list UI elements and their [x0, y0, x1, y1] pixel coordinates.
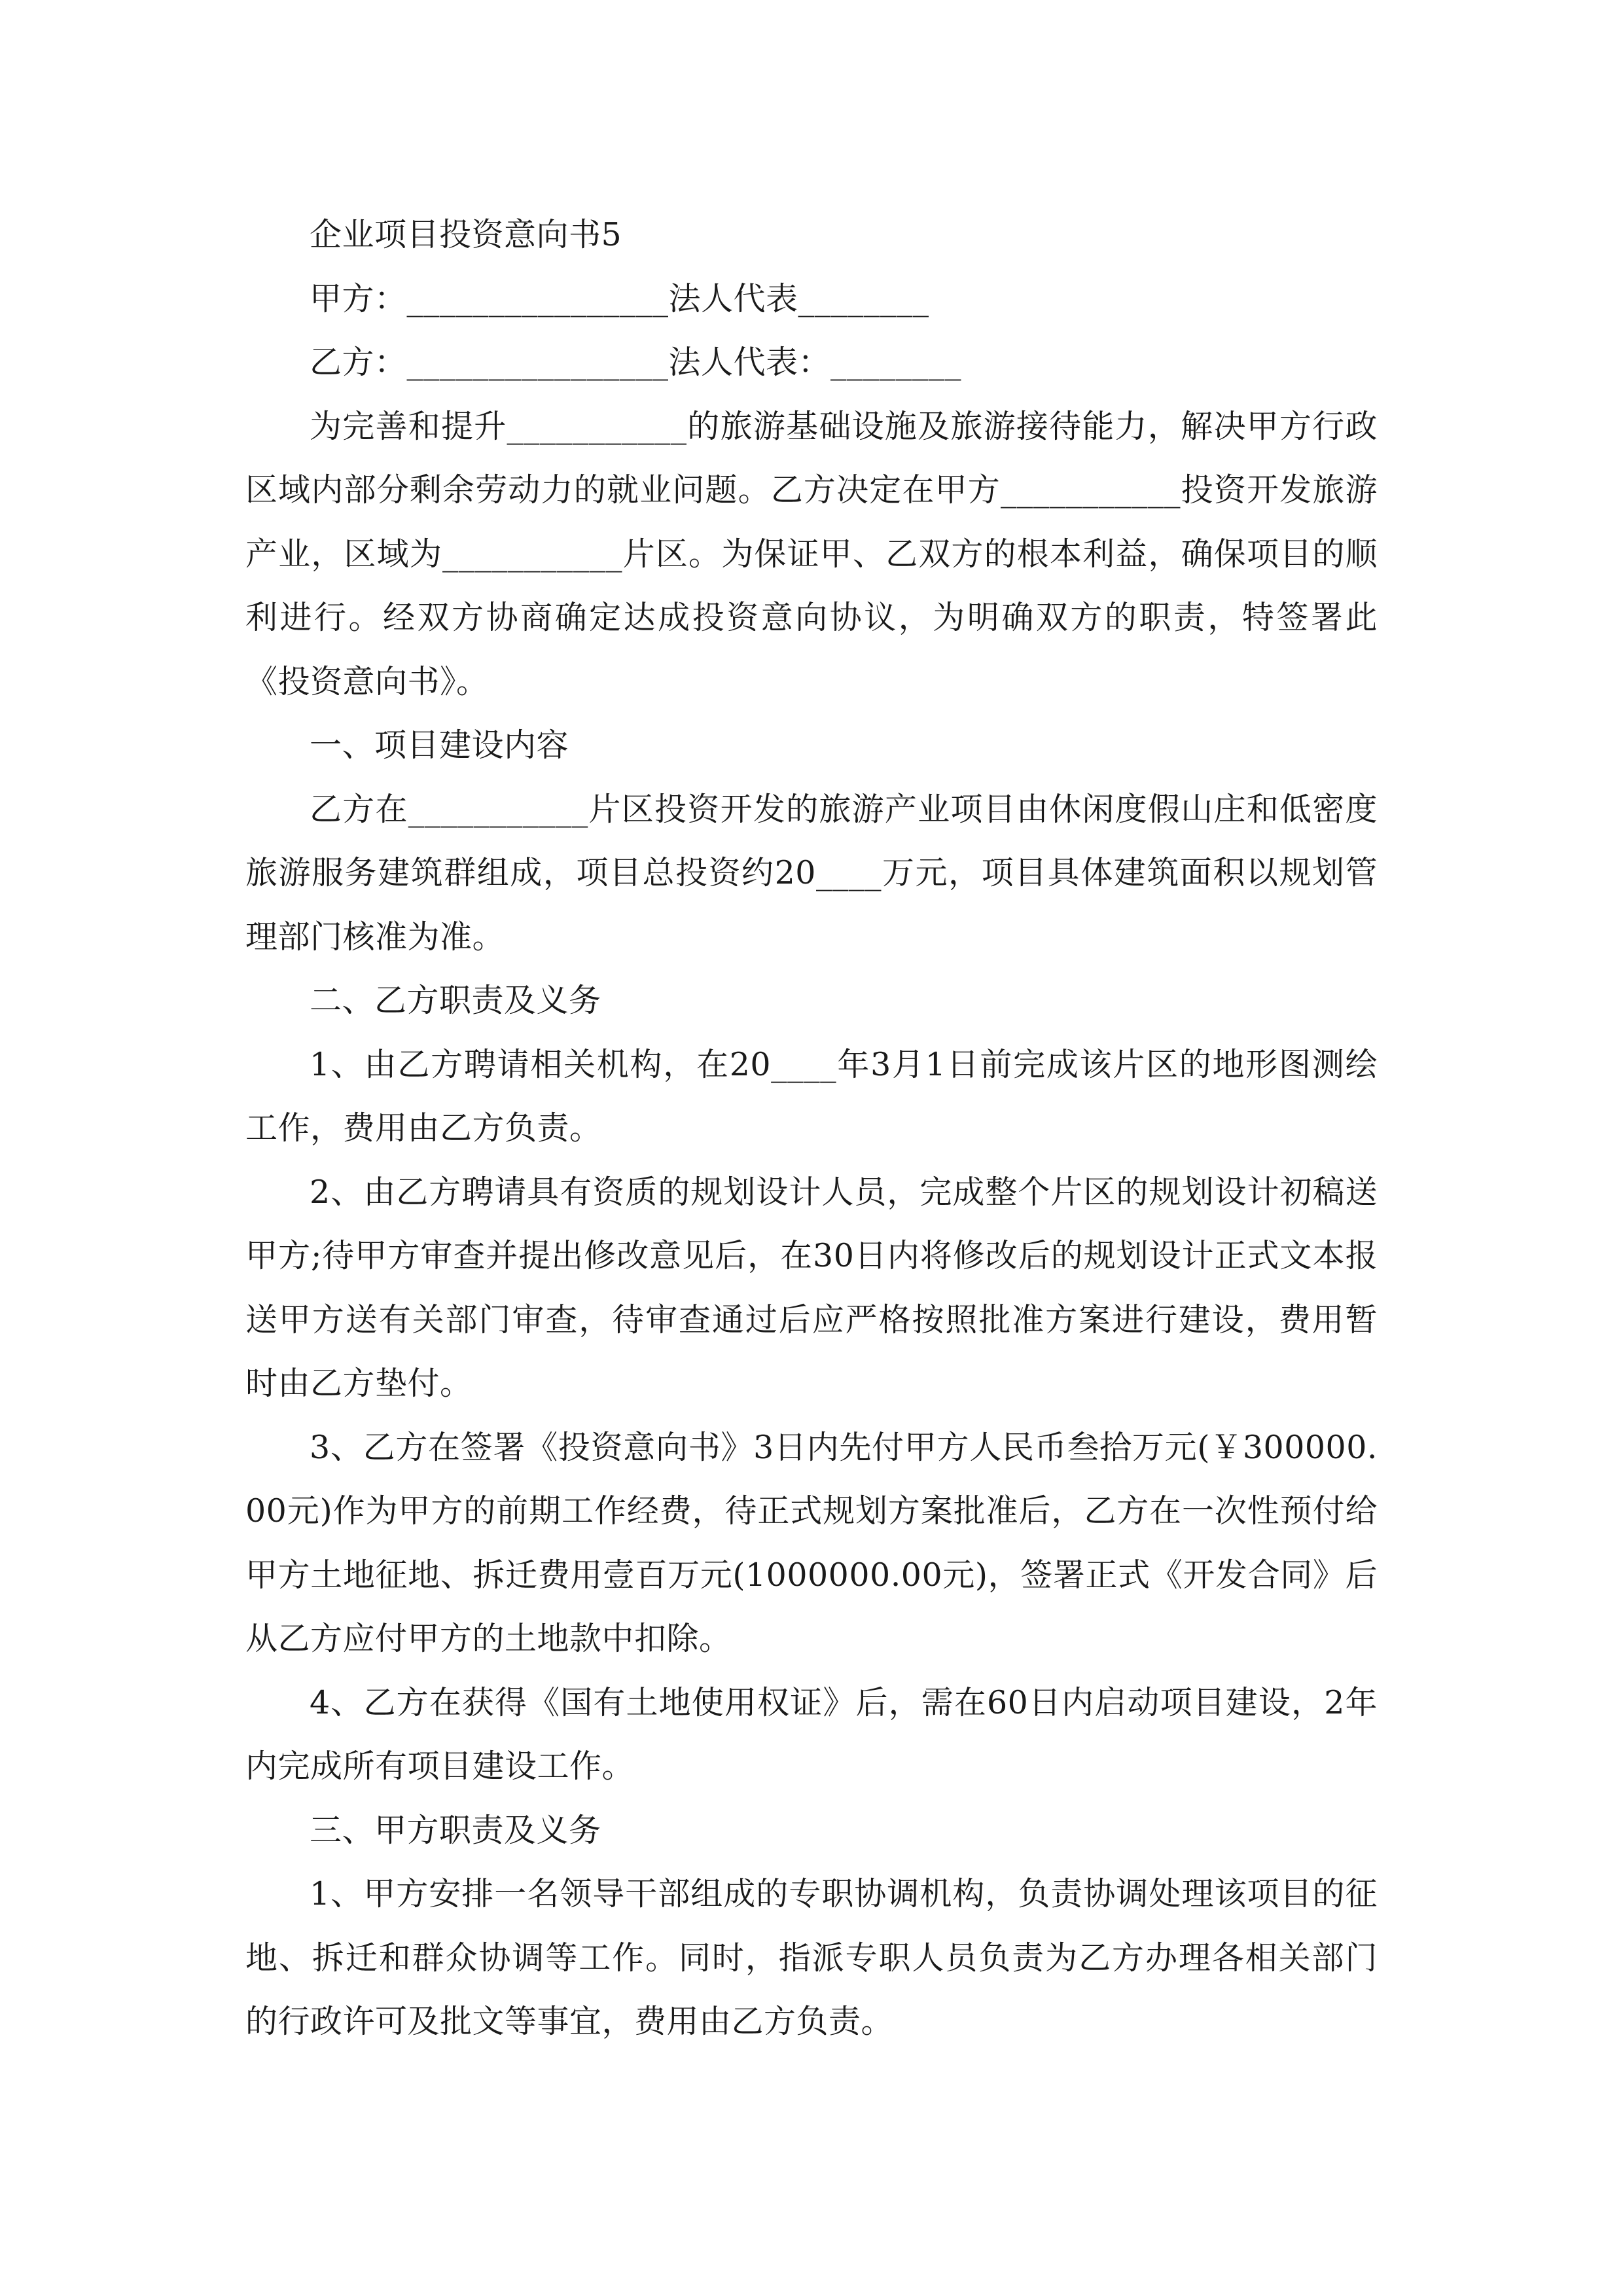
- document-title: 企业项目投资意向书5: [310, 216, 622, 253]
- document-body: [245, 203, 1378, 2054]
- clause-b-4: 4、乙方在获得《国有土地使用权证》后，需在60日内启动项目建设，2年内完成所有项目建设工作。: [245, 1683, 1378, 1785]
- clause-b-3: 3、乙方在签署《投资意向书》3日内先付甲方人民币叁拾万元(￥300000.00元)作为甲方的前期工作经费，待正式规划方案批准后，乙方在一次性预付给甲方土地征地、拆迁费用壹百万元(1000000.00元)，签署正式《开发合同》后从乙方应付甲方的土地款中扣除。: [245, 1428, 1378, 1657]
- clause-b-2: 2、由乙方聘请具有资质的规划设计人员，完成整个片区的规划设计初稿送甲方;待甲方审查并提出修改意见后，在30日内将修改后的规划设计正式文本报送甲方送有关部门审查，待审查通过后应严格按照批准方案进行建设，费用暂时由乙方垫付。: [245, 1173, 1378, 1402]
- party-b-line: 乙方：________________法人代表：________: [310, 344, 962, 381]
- clause-a-1: 1、甲方安排一名领导干部组成的专职协调机构，负责协调处理该项目的征地、拆迁和群众协调等工作。同时，指派专职人员负责为乙方办理各相关部门的行政许可及批文等事宜，费用由乙方负责。: [245, 1875, 1378, 2040]
- clause-b-1: 1、由乙方聘请相关机构，在20____年3月1日前完成该片区的地形图测绘工作，费用由乙方负责。: [245, 1045, 1378, 1147]
- section-heading-2: 二、乙方职责及义务: [310, 982, 601, 1019]
- paragraph-project-content: 乙方在___________片区投资开发的旅游产业项目由休闲度假山庄和低密度旅游服务建筑群组成，项目总投资约20____万元，项目具体建筑面积以规划管理部门核准为准。: [245, 790, 1378, 956]
- section-heading-1: 一、项目建设内容: [310, 726, 569, 764]
- party-a-line: 甲方：________________法人代表________: [310, 279, 929, 317]
- section-heading-3: 三、甲方职责及义务: [310, 1811, 601, 1849]
- paragraph-intro: 为完善和提升___________的旅游基础设施及旅游接待能力，解决甲方行政区域内部分剩余劳动力的就业问题。乙方决定在甲方___________投资开发旅游产业，区域为___________片区。为保证甲、乙双方的根本利益，确保项目的顺利进行。经双方协商确定达成投资意向协议，为明确双方的职责，特签署此《投资意向书》。: [245, 407, 1378, 700]
